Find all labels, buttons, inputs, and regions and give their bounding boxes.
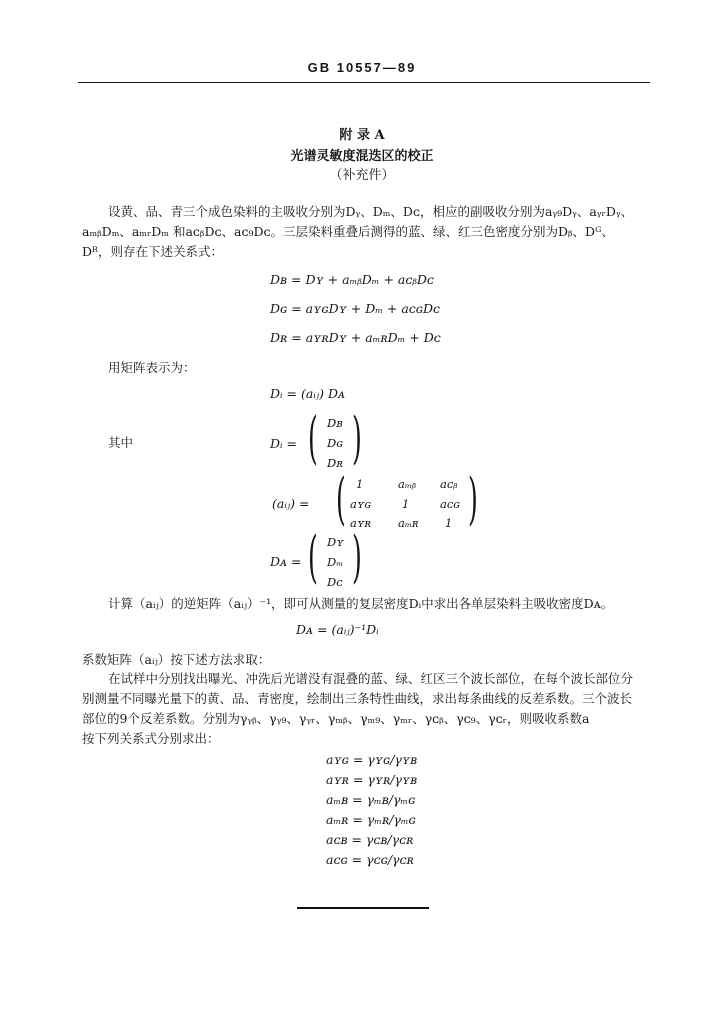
equation-dg: Dɢ = aʏɢDʏ + Dₘ + aᴄɢDᴄ [270,301,441,316]
where-label: 其中 [108,435,134,450]
aij-r2-c1: aʏɢ [350,497,372,511]
di-entry-b: Dʙ [327,416,343,430]
ratio-amb: aₘʙ = γₘʙ/γₘɢ [326,792,416,807]
ratio-ayr: aʏʀ = γʏʀ/γʏʙ [326,772,418,787]
da-entry-y: Dʏ [327,535,344,549]
end-rule [297,907,429,909]
standard-number-header: GB 10557—89 [307,60,417,75]
inverse-text: 计算（aᵢⱼ）的逆矩阵（aᵢⱼ）⁻¹，即可从测量的复层密度Dᵢ中求出各单层染料主吸收密度Dᴀ。 [108,596,614,611]
ratio-ayg: aʏɢ = γʏɢ/γʏʙ [326,752,418,767]
appendix-subtitle: （补充件） [329,168,395,183]
appendix-title: 光谱灵敏度混迭区的校正 [290,149,434,164]
method-line-4: 按下列关系式分别求出： [82,731,220,746]
intro-line-1: 设黄、品、青三个成色染料的主吸收分别为Dᵧ、Dₘ、Dᴄ，相应的副吸收分别为aᵧ₉Dᵧ、aᵧᵣDᵧ、 [108,204,634,219]
di-left-paren: ( [308,406,318,471]
matrix-equation: Dᵢ = (aᵢⱼ) Dᴀ [270,386,346,401]
inverse-equation: Dᴀ = (aᵢⱼ)⁻¹Dᵢ [296,622,379,637]
aij-r1-c3: aᴄᵦ [440,477,458,491]
aij-r3-c1: aʏʀ [350,516,372,530]
aij-r1-c2: aₘᵦ [398,477,417,491]
da-entry-m: Dₘ [327,555,344,569]
equation-dr: Dʀ = aʏʀDʏ + aₘʀDₘ + Dᴄ [270,330,441,345]
di-label: Dᵢ = [270,436,297,451]
da-left-paren: ( [308,525,318,590]
ratio-acg: aᴄɢ = γᴄɢ/γᴄʀ [326,852,414,867]
aij-r1-c1: 1 [356,477,364,491]
matrix-intro-text: 用矩阵表示为： [108,360,196,375]
aij-r3-c3: 1 [445,516,453,530]
ratio-acb: aᴄʙ = γᴄʙ/γᴄʀ [326,832,414,847]
intro-line-3: Dᴿ，则存在下述关系式： [82,244,223,259]
da-right-paren: ) [352,525,362,590]
method-line-1: 在试样中分别找出曝光、冲洗后光谱没有混叠的蓝、绿、红区三个波长部位，在每个波长部位分 [108,671,634,686]
appendix-label: 附 录 A [339,128,385,143]
ratio-amr: aₘʀ = γₘʀ/γₘɢ [326,812,416,827]
di-right-paren: ) [352,406,362,471]
da-entry-c: Dᴄ [327,575,343,589]
equation-db: Dʙ = Dʏ + aₘᵦDₘ + aᴄᵦDᴄ [270,272,434,287]
method-line-3: 部位的9个反差系数。分别为γᵧᵦ、γᵧ₉、γᵧᵣ、γₘᵦ、γₘ₉、γₘᵣ、γᴄᵦ、γᴄ₉、γᴄᵣ，则吸收系数a [82,711,590,726]
aij-r2-c3: aᴄɢ [440,497,460,511]
aij-left-paren: ( [336,467,346,532]
intro-line-2: aₘᵦDₘ、aₘᵣDₘ 和aᴄᵦDᴄ、aᴄ₉Dᴄ。三层染料重叠后测得的蓝、绿、红三色密度分别为Dᵦ、Dᴳ、 [82,224,614,239]
di-entry-g: Dɢ [327,436,343,450]
aij-r2-c2: 1 [402,497,410,511]
da-label: Dᴀ = [270,554,302,569]
method-line-2: 别测量不同曝光量下的黄、品、青密度，绘制出三条特性曲线，求出每条曲线的反差系数。三个波长 [82,691,633,706]
coefficient-intro: 系数矩阵（aᵢⱼ）按下述方法求取： [82,652,271,667]
aij-label: (aᵢⱼ) = [272,496,310,511]
aij-right-paren: ) [468,467,478,532]
aij-r3-c2: aₘʀ [398,516,419,530]
di-entry-r: Dʀ [327,456,343,470]
header-rule [78,82,650,83]
